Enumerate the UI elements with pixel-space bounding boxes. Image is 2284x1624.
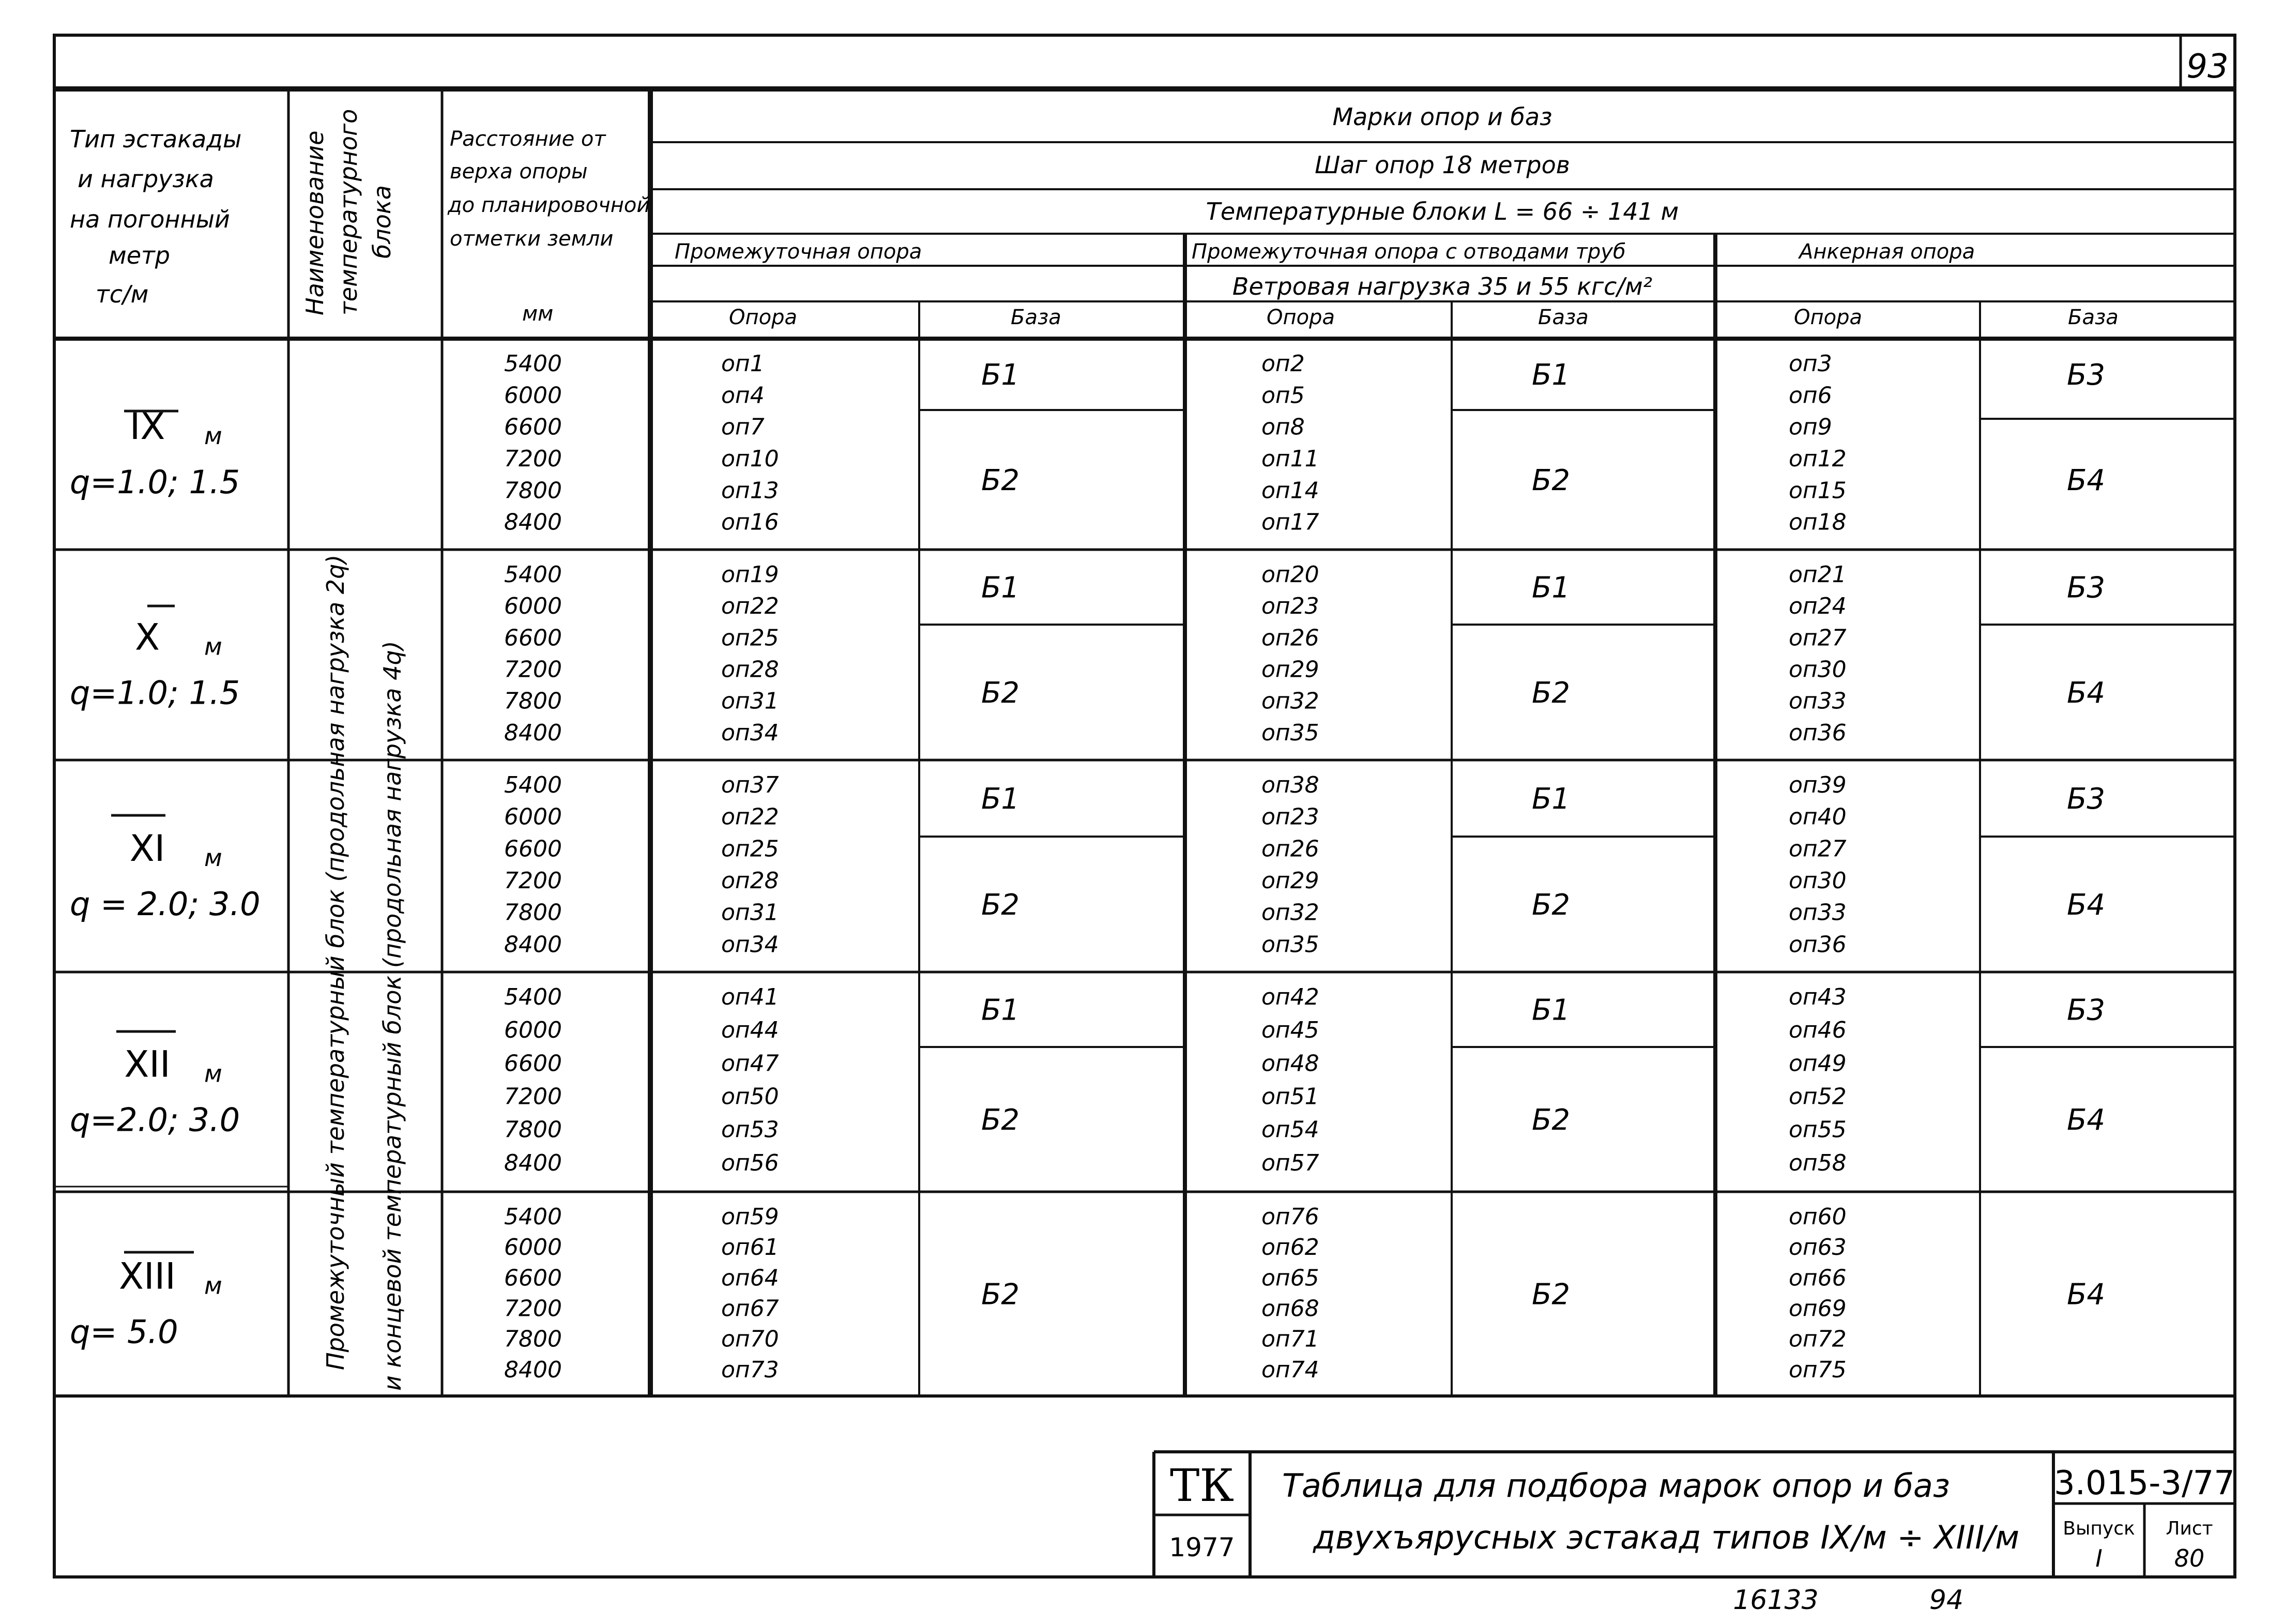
mark-anchor: оп72 [1789, 1326, 1847, 1353]
year-label: 1977 [1169, 1532, 1235, 1562]
mark-anchor: оп63 [1789, 1234, 1847, 1261]
mark-anchor: оп66 [1789, 1265, 1847, 1292]
issue-label: Выпуск [2063, 1518, 2135, 1539]
mark-intermediate: оп16 [721, 509, 779, 536]
distance-value: 5400 [504, 351, 562, 377]
mark-with-pipes: оп14 [1261, 477, 1319, 504]
sub-opora: Опора [1794, 306, 1863, 329]
mark-intermediate: оп73 [721, 1356, 779, 1383]
base-anchor: Б4 [2066, 1278, 2106, 1312]
trestle-type-sub: м [204, 632, 222, 661]
base-with-pipes: Б2 [1531, 1278, 1571, 1312]
base-intermediate: Б2 [981, 1103, 1020, 1137]
wind-load: Ветровая нагрузка 35 и 55 кгс/м² [1232, 272, 1653, 300]
mark-with-pipes: оп23 [1261, 803, 1319, 830]
mark-anchor: оп3 [1789, 351, 1832, 377]
trestle-type: XI [129, 827, 165, 870]
base-with-pipes: Б1 [1531, 571, 1571, 605]
header-block-line: блока [368, 185, 396, 259]
mark-intermediate: оп67 [721, 1295, 779, 1322]
mark-anchor: оп27 [1789, 836, 1847, 862]
marks-table-body [70, 351, 2105, 1383]
mark-with-pipes: оп32 [1261, 899, 1319, 926]
distance-value: 6000 [504, 1234, 562, 1261]
mark-anchor: оп15 [1789, 477, 1847, 504]
distance-value: 7800 [504, 477, 562, 504]
mark-intermediate: оп34 [721, 931, 779, 958]
mark-intermediate: оп70 [721, 1326, 779, 1353]
mark-intermediate: оп47 [721, 1050, 779, 1077]
header-type-line: тс/м [96, 280, 149, 308]
distance-value: 8400 [504, 1356, 562, 1383]
mark-with-pipes: оп26 [1261, 836, 1319, 862]
mark-intermediate: оп56 [721, 1149, 779, 1176]
mark-anchor: оп12 [1789, 446, 1847, 472]
base-intermediate: Б2 [981, 1278, 1020, 1312]
mark-intermediate: оп13 [721, 477, 779, 504]
mark-anchor: оп36 [1789, 931, 1847, 958]
header-type-line: на погонный [70, 205, 230, 233]
mark-with-pipes: оп35 [1261, 719, 1319, 746]
mark-with-pipes: оп71 [1261, 1326, 1319, 1353]
step-label: Шаг опор 18 метров [1315, 151, 1570, 179]
header-distance-line: до планировочной [448, 193, 650, 217]
mark-anchor: оп43 [1789, 984, 1847, 1010]
header-block-line: температурного [334, 109, 362, 315]
sheet-value: 80 [2174, 1544, 2205, 1572]
load-per-meter: q=2.0; 3.0 [70, 1101, 240, 1139]
mark-intermediate: оп1 [721, 351, 765, 377]
group-anchor: Анкерная опора [1799, 240, 1975, 264]
trestle-type-sub: м [204, 422, 222, 450]
mark-anchor: оп55 [1789, 1116, 1847, 1143]
mark-with-pipes: оп38 [1261, 772, 1319, 798]
distance-value: 7800 [504, 688, 562, 715]
base-anchor: Б3 [2066, 993, 2106, 1027]
title-line-2: двухъярусных эстакад типов IX/м ÷ XIII/м [1313, 1519, 2020, 1556]
header-distance-line: отметки земли [450, 227, 614, 251]
mark-intermediate: оп41 [721, 984, 779, 1010]
header-type-line: Тип эстакады [70, 125, 242, 153]
mark-with-pipes: оп35 [1261, 931, 1319, 958]
base-anchor: Б3 [2066, 782, 2106, 816]
mark-intermediate: оп19 [721, 561, 779, 588]
base-with-pipes: Б1 [1531, 358, 1571, 392]
load-per-meter: q = 2.0; 3.0 [70, 885, 261, 923]
mark-with-pipes: оп17 [1261, 509, 1319, 536]
mark-intermediate: оп28 [721, 868, 779, 894]
base-intermediate: Б2 [981, 676, 1020, 710]
group-pipes: Промежуточная опора с отводами труб [1192, 240, 1626, 264]
distance-value: 7200 [504, 1083, 562, 1110]
mark-anchor: оп75 [1789, 1356, 1847, 1383]
distance-value: 5400 [504, 561, 562, 588]
header-type-line: и нагрузка [78, 165, 214, 193]
group-intermediate: Промежуточная опора [675, 240, 922, 264]
trestle-type-sub: м [204, 844, 222, 872]
header-block-line: Наименование [301, 130, 329, 315]
mark-with-pipes: оп42 [1261, 984, 1319, 1010]
base-with-pipes: Б1 [1531, 993, 1571, 1027]
distance-value: 5400 [504, 984, 562, 1010]
distance-value: 6000 [504, 593, 562, 620]
mark-with-pipes: оп29 [1261, 868, 1319, 894]
mark-intermediate: оп31 [721, 688, 779, 715]
mark-with-pipes: оп45 [1261, 1017, 1319, 1044]
distance-value: 6600 [504, 1050, 562, 1077]
mark-with-pipes: оп65 [1261, 1265, 1319, 1292]
mark-with-pipes: оп11 [1261, 446, 1319, 472]
mark-with-pipes: оп2 [1261, 351, 1305, 377]
side-label-intermediate: Промежуточный температурный блок (продольная нагрузка 2q) [322, 554, 349, 1370]
base-intermediate: Б2 [981, 888, 1020, 922]
base-anchor: Б3 [2066, 358, 2106, 392]
header-distance [447, 127, 650, 326]
distance-value: 5400 [504, 1204, 562, 1230]
mark-with-pipes: оп68 [1261, 1295, 1319, 1322]
base-anchor: Б4 [2066, 888, 2106, 922]
mark-anchor: оп30 [1789, 868, 1847, 894]
mark-intermediate: оп34 [721, 719, 779, 746]
mark-intermediate: оп25 [721, 836, 779, 862]
load-per-meter: q= 5.0 [70, 1313, 178, 1351]
base-with-pipes: Б2 [1531, 464, 1571, 497]
mark-anchor: оп27 [1789, 625, 1847, 651]
header-type [70, 125, 241, 308]
mark-anchor: оп18 [1789, 509, 1847, 536]
base-with-pipes: Б1 [1531, 782, 1571, 816]
header-distance-line: верха опоры [450, 160, 588, 184]
trestle-type: XIII [119, 1255, 176, 1298]
mark-anchor: оп46 [1789, 1017, 1847, 1044]
header-distance-unit: мм [522, 302, 554, 326]
distance-value: 6600 [504, 414, 562, 441]
header-block [301, 109, 396, 315]
mark-intermediate: оп31 [721, 899, 779, 926]
mark-with-pipes: оп74 [1261, 1356, 1319, 1383]
distance-value: 8400 [504, 719, 562, 746]
title-line-1: Таблица для подбора марок опор и баз [1282, 1467, 1950, 1505]
mark-anchor: оп40 [1789, 803, 1847, 830]
mark-anchor: оп30 [1789, 656, 1847, 683]
base-intermediate: Б1 [981, 571, 1020, 605]
base-intermediate: Б2 [981, 464, 1020, 497]
load-per-meter: q=1.0; 1.5 [70, 463, 240, 501]
distance-value: 7800 [504, 899, 562, 926]
footer-stamp: 16133 [1733, 1585, 1819, 1616]
trestle-type: XII [124, 1043, 171, 1086]
base-anchor: Б4 [2066, 1103, 2106, 1137]
mark-intermediate: оп22 [721, 803, 779, 830]
mark-anchor: оп9 [1789, 414, 1832, 441]
mark-intermediate: оп64 [721, 1265, 779, 1292]
trestle-type-sub: м [204, 1059, 222, 1088]
mark-with-pipes: оп29 [1261, 656, 1319, 683]
sub-baza: База [1538, 306, 1589, 329]
mark-anchor: оп21 [1789, 561, 1847, 588]
distance-value: 6600 [504, 625, 562, 651]
marks-title: Марки опор и баз [1332, 103, 1552, 131]
header-type-line: метр [109, 241, 170, 269]
mark-intermediate: оп50 [721, 1083, 779, 1110]
org-label: ТК [1170, 1460, 1234, 1512]
distance-value: 7800 [504, 1116, 562, 1143]
mark-with-pipes: оп23 [1261, 593, 1319, 620]
base-anchor: Б4 [2066, 464, 2106, 497]
distance-value: 8400 [504, 931, 562, 958]
distance-value: 7800 [504, 1326, 562, 1353]
sheet-number: 93 [2186, 48, 2229, 86]
distance-value: 7200 [504, 446, 562, 472]
distance-value: 5400 [504, 772, 562, 798]
mark-intermediate: оп4 [721, 382, 765, 409]
mark-with-pipes: оп32 [1261, 688, 1319, 715]
mark-intermediate: оп25 [721, 625, 779, 651]
base-intermediate: Б1 [981, 782, 1020, 816]
mark-with-pipes: оп20 [1261, 561, 1319, 588]
mark-intermediate: оп22 [721, 593, 779, 620]
mark-anchor: оп58 [1789, 1149, 1847, 1176]
distance-value: 7200 [504, 656, 562, 683]
distance-value: 8400 [504, 1149, 562, 1176]
distance-value: 6000 [504, 382, 562, 409]
load-per-meter: q=1.0; 1.5 [70, 674, 240, 712]
base-with-pipes: Б2 [1531, 1103, 1571, 1137]
mark-anchor: оп33 [1789, 688, 1847, 715]
mark-anchor: оп39 [1789, 772, 1847, 798]
mark-intermediate: оп61 [721, 1234, 779, 1261]
mark-with-pipes: оп62 [1261, 1234, 1319, 1261]
distance-value: 8400 [504, 509, 562, 536]
mark-with-pipes: оп51 [1261, 1083, 1319, 1110]
mark-with-pipes: оп76 [1261, 1204, 1319, 1230]
mark-anchor: оп69 [1789, 1295, 1847, 1322]
distance-value: 6600 [504, 836, 562, 862]
mark-with-pipes: оп5 [1261, 382, 1305, 409]
side-label-end: и концевой температурный блок (продольная нагрузка 4q) [378, 641, 406, 1391]
sub-baza: База [1011, 306, 1061, 329]
mark-with-pipes: оп26 [1261, 625, 1319, 651]
sub-baza: База [2068, 306, 2119, 329]
distance-value: 6000 [504, 803, 562, 830]
mark-intermediate: оп44 [721, 1017, 779, 1044]
doc-code: 3.015-3/77 [2053, 1464, 2235, 1502]
base-intermediate: Б1 [981, 993, 1020, 1027]
mark-intermediate: оп7 [721, 414, 765, 441]
mark-with-pipes: оп48 [1261, 1050, 1319, 1077]
trestle-type: X [135, 616, 160, 659]
issue-value: I [2095, 1544, 2103, 1572]
mark-anchor: оп6 [1789, 382, 1832, 409]
trestle-type-sub: м [204, 1271, 222, 1300]
mark-intermediate: оп53 [721, 1116, 779, 1143]
sheet-label: Лист [2166, 1518, 2213, 1539]
distance-value: 6600 [504, 1265, 562, 1292]
base-with-pipes: Б2 [1531, 676, 1571, 710]
mark-intermediate: оп10 [721, 446, 779, 472]
mark-anchor: оп60 [1789, 1204, 1847, 1230]
sub-opora: Опора [729, 306, 798, 329]
distance-value: 7200 [504, 868, 562, 894]
mark-intermediate: оп37 [721, 772, 779, 798]
mark-intermediate: оп59 [721, 1204, 779, 1230]
mark-anchor: оп24 [1789, 593, 1847, 620]
distance-value: 7200 [504, 1295, 562, 1322]
mark-anchor: оп33 [1789, 899, 1847, 926]
mark-anchor: оп36 [1789, 719, 1847, 746]
mark-intermediate: оп28 [721, 656, 779, 683]
footer-page: 94 [1929, 1585, 1964, 1616]
base-anchor: Б3 [2066, 571, 2106, 605]
base-with-pipes: Б2 [1531, 888, 1571, 922]
mark-anchor: оп49 [1789, 1050, 1847, 1077]
base-intermediate: Б1 [981, 358, 1020, 392]
mark-with-pipes: оп57 [1261, 1149, 1319, 1176]
mark-anchor: оп52 [1789, 1083, 1847, 1110]
mark-with-pipes: оп8 [1261, 414, 1305, 441]
trestle-type: IX [129, 405, 165, 448]
header-distance-line: Расстояние от [450, 127, 606, 151]
sub-opora: Опора [1267, 306, 1335, 329]
base-anchor: Б4 [2066, 676, 2106, 710]
distance-value: 6000 [504, 1017, 562, 1044]
mark-with-pipes: оп54 [1261, 1116, 1319, 1143]
temp-blocks-label: Температурные блоки L = 66 ÷ 141 м [1206, 198, 1679, 225]
